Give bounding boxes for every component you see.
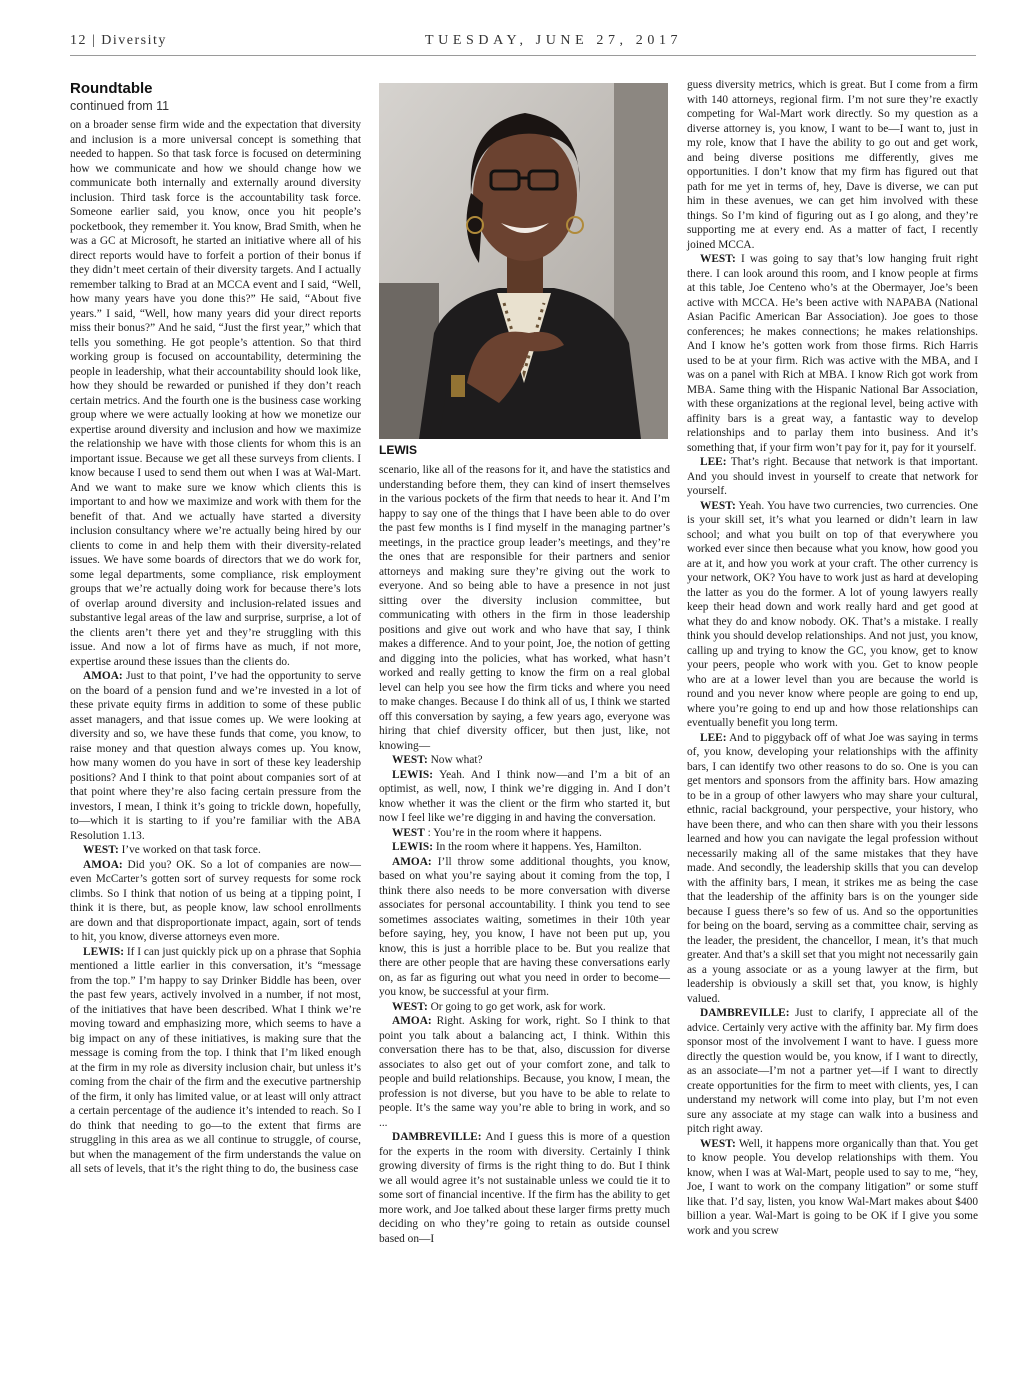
paragraph-text: Yeah. And I think now—and I’m a bit of an optimist, as well, now, I think we’re digging in. And I don’t know whether it was the client or the firm who started it, but now I feel like we’re digging in and having the conversation.: [379, 768, 670, 824]
speaker-name: AMOA:: [392, 1015, 432, 1027]
column-3: [687, 78, 978, 1238]
paragraph: [70, 118, 361, 669]
paragraph: [687, 252, 978, 455]
speaker-name: WEST:: [392, 1000, 428, 1013]
speaker-name: WEST:: [700, 253, 736, 265]
paragraph-text: Yeah. You have two currencies, two currencies. One is your skill set, it’s what you learned or didn’t learn in law school; and what you built on top of that everywhere you worked ever since then because what you know, how good you are at it, and how you work at your craft. The other currency is your network, OK? You have to work just as hard at developing the latter as you do the former. A lot of young lawyers really keep their head down and work really hard and get good at what they do and know nobody. OK. That’s a mistake. I really think you should develop relationships. And not just, you know, calling up and trying to know the GC, you know, get to know your peers, people who work with you. Get to know people who are at a lower level than you are because the world is round and you never know where people are going to end up, where you’re going to end up and how those relationships can eventually benefit you long term.: [687, 499, 978, 729]
speaker-name: WEST:: [392, 754, 428, 766]
paragraph-text: That’s right. Because that network is that important. And you should invest in yourself to create that network for yourself.: [687, 456, 978, 497]
paragraph: [687, 1006, 978, 1137]
speaker-name: WEST: [392, 826, 425, 839]
column-1: [70, 80, 361, 1177]
speaker-name: LEE:: [700, 731, 727, 744]
portrait-illustration: [379, 83, 668, 439]
speaker-name: DAMBREVILLE:: [392, 1131, 482, 1143]
paragraph-text: Well, it happens more organically than that. You get to know people. You develop relationships with them. You know, when I was at Wal-Mart, people used to say to me, “hey, Joe, I want to work on the company litigation” or some stuff like that. I’d say, listen, you know Wal-Mart makes about $400 billion a year. Wal-Mart is going to be OK if I give you some work and you screw: [687, 1137, 978, 1237]
paragraph-text: on a broader sense firm wide and the expectation that diversity and inclusion is a more universal concept is something that needed to happen. So that task force is focused on determining how we communicate and how we should change how we communicate both internally and externally around diversity inclusion. Third task force is the accountability task force. Someone earlier said, you know, once you hit people’s pocketbook, they remember it. You know, Brad Smith, when he was a GC at Microsoft, he started an initiative where all of his direct reports would have to forfeit a portion of their bonus if they didn’t meet certain of their diversity targets. And I actually remember talking to Brad at an MCCA event and I said, “Well, how many years have you done this?” He said, “About five years.” I said, “Well, how many years did your direct reports miss their bonus?” And he said, “Just the first year,” which that tells you something. He got people’s attention. So that third working group is focused on accountability, determining the people in leadership, what their accountability should look like, how they should be rewarded or punished if they don’t reach certain metrics. And the fourth one is the business case working group where we were actually looking at how we monetize our expertise around diversity and inclusion and how we maximize the relationship we have with those clients for whom this is an important issue. Because we get all these surveys from clients. I know because I used to send them out when I was at Wal-Mart. And we want to make sure we know which clients this is important to and how we maximize and work with them for the benefit of that. And we actually have started a diversity inclusion consultancy where we’re actually being hired by our clients to come in and help them with their diversity-related issues. We have some boards of directors that we do work for, some legal departments, some compliance, risk employment groups that we’re actually doing work for because there’s lots of overlap around diversity and inclusion-related issues and substantive legal areas of the law and surprise, surprise, a lot of the clients aren’t there yet and they’re struggling with this issue. And now a lot of firms have as much, if not more, expertise around these issues than the clients do.: [70, 119, 361, 668]
speaker-name: LEWIS:: [392, 768, 433, 781]
paragraph-text: And I guess this is more of a question for the experts in the room with diversity. Certainly I think growing diversity of firms is the right thing to do. But I think we all would agree it’s not sustainable unless we could tie it to some sort of financial incentive. If the firm has the ability to get more work, and Joe talked about these larger firms pretty much deciding on who they’re going to retain as outside counsel based on—I: [379, 1131, 670, 1245]
paragraph: [379, 1014, 670, 1130]
paragraph-text: : You’re in the room where it happens.: [427, 826, 602, 839]
paragraph-text: scenario, like all of the reasons for it, and have the statistics and understanding before them, they can kind of insert themselves in the various pockets of the firm that needs to hear it. And I’m happy to say one of the things that I have been able to do over the past few months is I find myself in the managing partner’s meetings, in the practice group leader’s meetings, and they’re the ones that are responsible for their partners and senior attorneys and making sure they’re giving out the work to everyone. And so being able to have a presence in not just sitting over the diversity inclusion committee, but communicating with others in the firm in those leadership positions and give out work and who have that say, I think makes a difference. And to your point, Joe, the notion of getting and digging into the policies, what has worked, what hasn’t worked and really getting to know the firm on a real global level can help you see how the firm ticks and where you need to make changes. Because I do think all of us, I think we started off this conversation by saying, a few years ago, everyone was hiring that chief diversity officer, but then just, like, not knowing—: [379, 464, 670, 752]
paragraph: [379, 463, 670, 753]
paragraph: [687, 78, 978, 252]
paragraph: [70, 843, 361, 858]
paragraph-text: Right. Asking for work, right. So I think to that point you talk about a balancing act, I think. Within this conversation there has to be that, also, discussion for diverse associates to also get out of your comfort zone, and talk to people and build relationships. Because, you know, I mean, the profession is not diverse, but you have to be able to relate to people. It’s the same way you’re able to bring in work, and so ...: [379, 1015, 670, 1129]
paragraph-text: Just to that point, I’ve had the opportunity to serve on the board of a pension fund and we’re invested in a lot of these private equity firms in addition to some of these public asset managers, and that issue comes up. We were looking at diversity and so, we have these funds that come, you know, to raise money and that question always comes up. You know, how many women do you have in sort of these key leadership positions? And I think to that point about companies sort of at that point where they’re also facing certain pressure from the investors, I mean, I think it’s going to trickle down, hopefully, to—which it is starting to if you’re familiar with the ABA Resolution 1.13.: [70, 670, 361, 842]
paragraph: [379, 768, 670, 826]
paragraph: [379, 855, 670, 1000]
paragraph: [70, 858, 361, 945]
speaker-name: LEWIS:: [83, 945, 124, 958]
paragraph-text: Now what?: [430, 754, 483, 766]
speaker-name: WEST:: [700, 499, 736, 512]
paragraph: [379, 1000, 670, 1015]
photo-caption: LEWIS: [379, 443, 417, 457]
paragraph-text: In the room where it happens. Yes, Hamilton.: [435, 841, 642, 853]
speaker-name: WEST:: [700, 1137, 736, 1150]
lewis-photo: [379, 83, 668, 439]
speaker-name: DAMBREVILLE:: [700, 1007, 790, 1019]
paragraph-text: I’ve worked on that task force.: [121, 844, 261, 856]
speaker-name: LEWIS:: [392, 841, 433, 853]
speaker-name: AMOA:: [83, 670, 123, 682]
issue-date: TUESDAY, JUNE 27, 2017: [425, 33, 683, 48]
paragraph: [379, 840, 670, 855]
continued-line: continued from 11: [70, 99, 170, 113]
paragraph: [379, 1130, 670, 1246]
speaker-name: AMOA:: [83, 858, 123, 871]
paragraph-text: I’ll throw some additional thoughts, you know, based on what you’re saying about it coming from the top, I think there also needs to be more conversation with diverse associates for personal accountability. I think you tend to see sometimes associates waiting, sometimes in their 10th year before saying, hey, you know, I have not been put up, you know, this is just a horrible place to be. But you realize that there are other people that are having these conversations early on, as far as figuring out what you need in order to become—you know, be successful at your firm.: [379, 855, 670, 998]
paragraph-text: I was going to say that’s low hanging fruit right there. I can look around this room, and I know people at firms at this table, Joe Centeno who’s at the Obermayer, Joe’s been active with MCCA. He’s been active with NAPABA (National Asian Pacific American Bar Association). Joe goes to those conferences; he makes connections; he makes relationships. And I know he’s gotten work from those firms. Rich Harris used to be at your firm. Rich was active with the MBA, and I was on a panel with Rich at MBA. I know Rich got work from MBA. Same thing with the Hispanic National Bar Association, with these organizations at the regional level, being active with affinity bars is a great way, a fantastic way to develop relationships and to parlay them into business. And it’s something that, if your firm won’t pay for it, pay for it yourself.: [687, 253, 978, 454]
paragraph: [687, 499, 978, 731]
speaker-name: WEST:: [83, 844, 119, 856]
page-header: [70, 33, 976, 56]
paragraph: [70, 669, 361, 843]
column-2: [379, 463, 670, 1246]
paragraph: [70, 945, 361, 1177]
page-label: 12 | Diversity: [70, 33, 167, 48]
paragraph: [379, 826, 670, 841]
section-title: Roundtable: [70, 80, 153, 97]
paragraph-text: Or going to go get work, ask for work.: [430, 1000, 606, 1013]
paragraph-text: If I can just quickly pick up on a phrase that Sophia mentioned a little earlier in this conversation, it’s “message from the top.” I’m happy to say Drinker Biddle has been, over the past few years, actively involved in a number, if not most, of the initiatives that have been described. What I think we’re moving toward and emphasizing more, which seems to have a big impact on any of these initiatives, is making sure that the message is coming from the top. I think that I’m liked enough at the firm in my role as diversity inclusion chair, but unless it’s coming from the chair of the firm and the executive partnership of the firm, it only has limited value, or at least will only attract a certain percentage of the audience it’s intended to reach. So I do think that needing to go—to the extent that firms are struggling in this area as we all continue to struggle, of course, but when the management of the firm understands the value on all sets of levels, that it’s the right thing to do, the business case: [70, 945, 361, 1175]
speaker-name: LEE:: [700, 456, 727, 468]
paragraph: [687, 731, 978, 1007]
speaker-name: AMOA:: [392, 855, 432, 868]
paragraph: [687, 455, 978, 499]
column-1-text: [70, 118, 361, 1177]
paragraph-text: Just to clarify, I appreciate all of the advice. Certainly very active with the affinity bar. My firm does sponsor most of the involvement I want to have. I guess more directly the question would be, you know, if I want to directly, as an associate—I’m not a partner yet—if I want to directly create opportunities for the firm to meet with clients, yes, I can understand my network will come into play, but I’m not even sure any associate at my stage can walk into a business and pitch right away.: [687, 1007, 978, 1135]
paragraph-text: And to piggyback off of what Joe was saying in terms of, you know, developing your relationships with the affinity bars, I can identify two other reasons to do so. One is you can get mentors and sponsors from the affinity bars. How amazing to be in a group of other lawyers who may share your cultural, ethnic, racial background, your perspective, your history, who have been there, and who can then share with you their lessons learned and how you can navigate the legal profession without necessarily making all of the same mistakes that they have made. And secondly, the leadership skills that you can develop with the affinity bars, I mean, it strikes me as being the case that the leadership of the affinity bars is on the younger side because I guess there’s so few of us. And so the opportunities for being on the board, serving as a committee chair, serving as the leader, the president, the chancellor, I mean, it’s that much greater. And that’s a skill set that you might not necessarily gain as a young associate or as a young lawyer at the firm, but leadership is obviously a skill set that, you know, is highly valued.: [687, 731, 978, 1005]
paragraph-text: guess diversity metrics, which is great. But I come from a firm with 140 attorneys, regional firm. I’m not sure they’re exactly competing for Wal-Mart work directly. So my question as a diverse attorney is, you know, I want to be—I want to, just in my role, know that I have the ability to go out and get work, and being diverse positions me differently, gives me opportunities. I don’t know that my firm has figured out that path for me yet in terms of, hey, Dave is diverse, we can put him in these avenues, we can get him involved with these things. So I’m kind of figuring out as I go along, and they’re supporting me at every end. As a matter of fact, I recently joined MCCA.: [687, 79, 978, 251]
paragraph: [379, 753, 670, 768]
paragraph: [687, 1137, 978, 1239]
paragraph-text: Did you? OK. So a lot of companies are now—even McCarter’s gotten sort of survey requests for some rock climbs. So I think that notion of us being at a tipping point, I think it is there, but, as people know, law school enrollments are down and that disproportionate impact, again, sort of tends to hit, you know, diverse attorneys even more.: [70, 858, 361, 943]
